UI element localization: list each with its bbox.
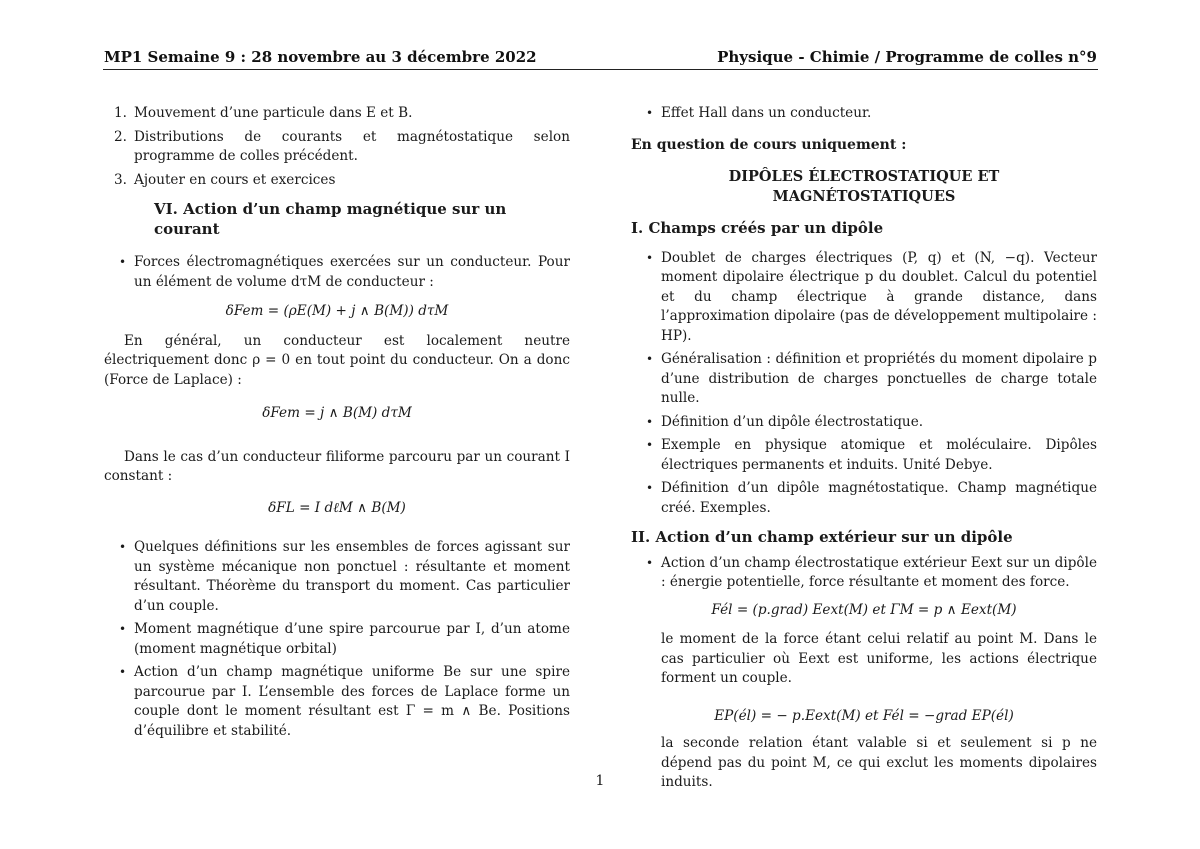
paragraph-filiform: Dans le cas d’un conducteur filiforme parcouru par un courant I constant : <box>104 448 570 484</box>
item-number: 1. <box>114 105 127 121</box>
equation-force-element: δFem = (ρE(M) + j ∧ B(M)) dτM <box>225 303 449 319</box>
equation-dipole-force: Fél = (p.grad) Eext(M) et ΓM = p ∧ Eext(M) <box>711 601 1017 618</box>
chapter-title-line: MAGNÉTOSTATIQUES <box>772 188 956 205</box>
list-item <box>104 104 570 124</box>
numbered-list <box>104 104 570 190</box>
item-text: Distributions de courants et magnétostatique selon programme de colles précédent. <box>134 128 570 164</box>
paragraph-moment: le moment de la force étant celui relatif au point M. Dans le cas particulier où Eext est uniforme, les actions électrique forment un couple. <box>661 631 1097 686</box>
list-item <box>104 128 570 167</box>
paragraph-neutral: En général, un conducteur est localement neutre électriquement donc ρ = 0 en tout point du conducteur. On a donc (Force de Laplace) : <box>104 332 570 388</box>
list-item: • Définition d’un dipôle magnétostatique. Champ magnétique créé. Exemples. <box>631 479 1097 518</box>
header-right-title: Physique - Chimie / Programme de colles n°9 <box>717 48 1097 66</box>
list-item: • Exemple en physique atomique et moléculaire. Dipôles électriques permanents et induits. Unité Debye. <box>631 436 1097 475</box>
left-column <box>104 104 570 745</box>
equation-laplace-filiform: δFL = I dℓM ∧ B(M) <box>268 499 406 516</box>
list-item: • Doublet de charges électriques (P, q) et (N, −q). Vecteur moment dipolaire électrique p du doublet. Calcul du potentiel et du champ électrique à grande distance, dans l’approximation dipolaire (pas de développement multipolaire : HP). <box>631 249 1097 347</box>
header-rule <box>103 69 1098 70</box>
section-heading-i: I. Champs créés par un dipôle <box>631 219 884 237</box>
item-number: 3. <box>114 171 127 188</box>
list-item: • Définition d’un dipôle électrostatique. <box>631 413 1097 433</box>
section-heading-ii: II. Action d’un champ extérieur sur un dipôle <box>631 528 1013 546</box>
item-text: Ajouter en cours et exercices <box>134 171 336 188</box>
paragraph-validity: la seconde relation étant valable si et seulement si p ne dépend pas du point M, ce qui exclut les moments dipolaires induits. <box>661 735 1097 790</box>
list-item: • Action d’un champ électrostatique extérieur Eext sur un dipôle : énergie potentielle, force résultante et moment des force. <box>631 554 1097 593</box>
bullet-list <box>104 538 570 741</box>
item-number: 2. <box>114 128 127 145</box>
chapter-title <box>631 167 1097 207</box>
list-item: • Généralisation : définition et propriétés du moment dipolaire p d’une distribution de charges ponctuelles de charge totale nulle. <box>631 350 1097 409</box>
cours-only-label: En question de cours uniquement : <box>631 136 907 153</box>
list-item: • Action d’un champ magnétique uniforme Be sur une spire parcourue par I. L’ensemble des forces de Laplace forme un couple dont le moment résultant est Γ = m ∧ Be. Positions d’équilibre et stabilité. <box>104 663 570 741</box>
bullet-list <box>631 249 1097 519</box>
section-heading-vi: VI. Action d’un champ magnétique sur un courant <box>154 200 507 238</box>
list-item: • Forces électromagnétiques exercées sur un conducteur. Pour un élément de volume dτM de conducteur : <box>104 253 570 292</box>
bullet-list <box>631 104 1097 124</box>
list-item: • Moment magnétique d’une spire parcourue par I, d’un atome (moment magnétique orbital) <box>104 620 570 659</box>
bullet-list <box>104 253 570 292</box>
header-left-title: MP1 Semaine 9 : 28 novembre au 3 décembre 2022 <box>104 48 537 66</box>
chapter-title-line: DIPÔLES ÉLECTROSTATIQUE ET <box>728 168 1000 185</box>
list-item: • Quelques définitions sur les ensembles de forces agissant sur un système mécanique non ponctuel : résultante et moment résultant. Théorème du transport du moment. Cas particulier d’un couple. <box>104 538 570 616</box>
page-number: 1 <box>595 773 605 789</box>
list-item <box>104 171 570 191</box>
right-column <box>631 104 1097 793</box>
list-item: • Effet Hall dans un conducteur. <box>631 104 1097 124</box>
equation-potential-energy: EP(él) = − p.Eext(M) et Fél = −grad EP(él) <box>714 707 1014 724</box>
item-text: Mouvement d’une particule dans E et B. <box>134 105 413 121</box>
equation-laplace-volume: δFem = j ∧ B(M) dτM <box>262 405 412 421</box>
bullet-list <box>631 554 1097 593</box>
